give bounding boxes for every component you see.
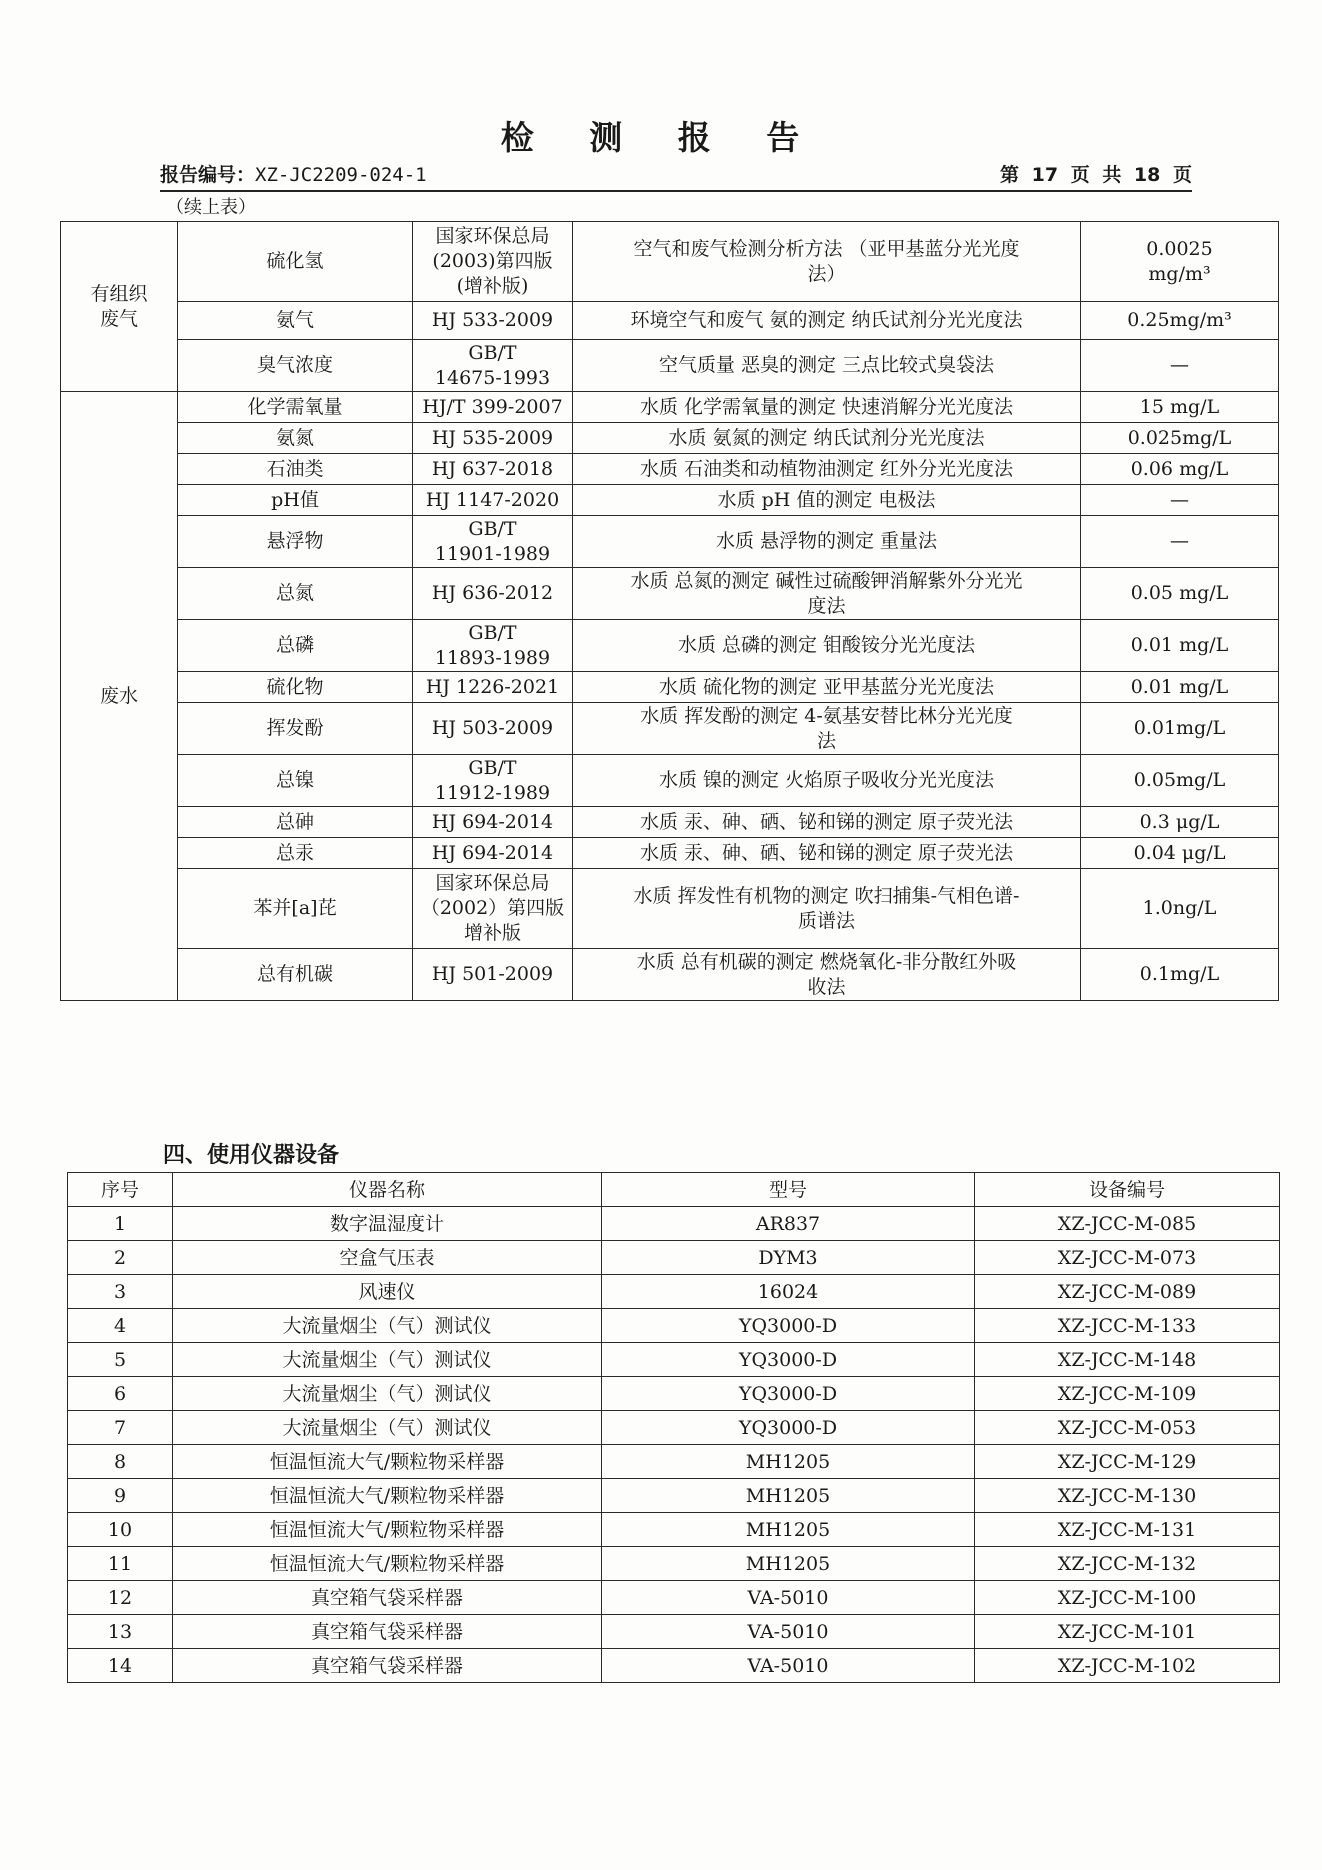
model-cell: 16024 <box>602 1275 975 1309</box>
table-row <box>61 485 1279 516</box>
instrument-name-cell: 真空箱气袋采样器 <box>173 1581 602 1615</box>
standard-code-cell: HJ 694-2014 <box>413 838 573 869</box>
device-id-cell: XZ-JCC-M-129 <box>975 1445 1280 1479</box>
column-header-index: 序号 <box>68 1173 173 1207</box>
instrument-name-cell: 大流量烟尘（气）测试仪 <box>173 1411 602 1445</box>
test-item-cell: 臭气浓度 <box>178 340 413 392</box>
instrument-name-cell: 真空箱气袋采样器 <box>173 1615 602 1649</box>
test-item-cell: 总砷 <box>178 807 413 838</box>
instrument-name-cell: 恒温恒流大气/颗粒物采样器 <box>173 1547 602 1581</box>
index-cell: 3 <box>68 1275 173 1309</box>
index-cell: 7 <box>68 1411 173 1445</box>
model-cell: YQ3000-D <box>602 1411 975 1445</box>
test-method-cell: 水质 总磷的测定 钼酸铵分光光度法 <box>573 620 1081 672</box>
model-cell: MH1205 <box>602 1513 975 1547</box>
index-cell: 4 <box>68 1309 173 1343</box>
detection-limit-cell: 0.05 mg/L <box>1081 568 1279 620</box>
category-cell: 废水 <box>61 392 178 1001</box>
device-id-cell: XZ-JCC-M-085 <box>975 1207 1280 1241</box>
test-method-cell: 空气质量 恶臭的测定 三点比较式臭袋法 <box>573 340 1081 392</box>
detection-limit-cell: 0.1mg/L <box>1081 949 1279 1001</box>
category-cell: 有组织 废气 <box>61 222 178 392</box>
table-row <box>61 454 1279 485</box>
page-title: 检 测 报 告 <box>500 118 822 157</box>
test-item-cell: 氨氮 <box>178 423 413 454</box>
report-number-value: XZ-JC2209-024-1 <box>255 164 427 186</box>
model-cell: VA-5010 <box>602 1615 975 1649</box>
device-id-cell: XZ-JCC-M-101 <box>975 1615 1280 1649</box>
device-id-cell: XZ-JCC-M-073 <box>975 1241 1280 1275</box>
report-number <box>160 160 427 187</box>
standard-code-cell: 国家环保总局 （2002）第四版 增补版 <box>413 869 573 949</box>
standard-code-cell: GB/T 11912-1989 <box>413 755 573 807</box>
standard-code-cell: HJ 1226-2021 <box>413 672 573 703</box>
table-row <box>68 1343 1280 1377</box>
detection-limit-cell: 15 mg/L <box>1081 392 1279 423</box>
detection-limit-cell: 0.025mg/L <box>1081 423 1279 454</box>
test-item-cell: 总汞 <box>178 838 413 869</box>
table-row <box>61 869 1279 949</box>
device-id-cell: XZ-JCC-M-109 <box>975 1377 1280 1411</box>
model-cell: MH1205 <box>602 1445 975 1479</box>
table-row <box>68 1309 1280 1343</box>
test-method-cell: 水质 化学需氧量的测定 快速消解分光光度法 <box>573 392 1081 423</box>
device-id-cell: XZ-JCC-M-089 <box>975 1275 1280 1309</box>
table-row <box>68 1275 1280 1309</box>
detection-limit-cell: 0.3 μg/L <box>1081 807 1279 838</box>
standard-code-cell: HJ 636-2012 <box>413 568 573 620</box>
instrument-name-cell: 恒温恒流大气/颗粒物采样器 <box>173 1513 602 1547</box>
index-cell: 11 <box>68 1547 173 1581</box>
table-row <box>68 1615 1280 1649</box>
test-item-cell: 总磷 <box>178 620 413 672</box>
column-header-device-id: 设备编号 <box>975 1173 1280 1207</box>
index-cell: 9 <box>68 1479 173 1513</box>
standard-code-cell: HJ/T 399-2007 <box>413 392 573 423</box>
index-cell: 12 <box>68 1581 173 1615</box>
detection-limit-cell: 0.04 μg/L <box>1081 838 1279 869</box>
model-cell: YQ3000-D <box>602 1343 975 1377</box>
detection-limit-cell: 0.01mg/L <box>1081 703 1279 755</box>
table-row <box>61 838 1279 869</box>
test-method-cell: 水质 悬浮物的测定 重量法 <box>573 516 1081 568</box>
instrument-name-cell: 大流量烟尘（气）测试仪 <box>173 1377 602 1411</box>
index-cell: 10 <box>68 1513 173 1547</box>
table-row <box>68 1377 1280 1411</box>
device-id-cell: XZ-JCC-M-133 <box>975 1309 1280 1343</box>
table-row <box>68 1411 1280 1445</box>
device-id-cell: XZ-JCC-M-148 <box>975 1343 1280 1377</box>
column-header-model: 型号 <box>602 1173 975 1207</box>
detection-limit-cell: 0.0025 mg/m³ <box>1081 222 1279 302</box>
test-method-cell: 水质 石油类和动植物油测定 红外分光光度法 <box>573 454 1081 485</box>
table-row <box>68 1649 1280 1683</box>
table-row <box>61 392 1279 423</box>
detection-limit-cell: 0.05mg/L <box>1081 755 1279 807</box>
table-row <box>61 302 1279 340</box>
index-cell: 13 <box>68 1615 173 1649</box>
detection-limit-cell: 0.01 mg/L <box>1081 672 1279 703</box>
test-item-cell: 硫化物 <box>178 672 413 703</box>
device-id-cell: XZ-JCC-M-130 <box>975 1479 1280 1513</box>
model-cell: VA-5010 <box>602 1581 975 1615</box>
detection-limit-cell: — <box>1081 516 1279 568</box>
test-method-cell: 环境空气和废气 氨的测定 纳氏试剂分光光度法 <box>573 302 1081 340</box>
model-cell: YQ3000-D <box>602 1309 975 1343</box>
table-row <box>61 620 1279 672</box>
detection-limit-cell: 1.0ng/L <box>1081 869 1279 949</box>
index-cell: 5 <box>68 1343 173 1377</box>
model-cell: MH1205 <box>602 1547 975 1581</box>
equipment-table <box>67 1172 1280 1683</box>
equipment-header-row <box>68 1173 1280 1207</box>
device-id-cell: XZ-JCC-M-053 <box>975 1411 1280 1445</box>
report-header <box>160 160 1192 192</box>
standard-code-cell: HJ 694-2014 <box>413 807 573 838</box>
table-row <box>61 568 1279 620</box>
table-row <box>61 222 1279 302</box>
test-method-cell: 水质 pH 值的测定 电极法 <box>573 485 1081 516</box>
test-item-cell: 总有机碳 <box>178 949 413 1001</box>
test-method-cell: 水质 汞、砷、硒、铋和锑的测定 原子荧光法 <box>573 807 1081 838</box>
test-item-cell: 苯并[a]芘 <box>178 869 413 949</box>
test-item-cell: 悬浮物 <box>178 516 413 568</box>
table-row <box>61 703 1279 755</box>
table-row <box>61 755 1279 807</box>
instrument-name-cell: 真空箱气袋采样器 <box>173 1649 602 1683</box>
standard-code-cell: GB/T 11901-1989 <box>413 516 573 568</box>
test-method-cell: 水质 挥发酚的测定 4-氨基安替比林分光光度 法 <box>573 703 1081 755</box>
table-row <box>61 672 1279 703</box>
equipment-section-heading: 四、使用仪器设备 <box>163 1143 340 1168</box>
table-row <box>61 423 1279 454</box>
model-cell: DYM3 <box>602 1241 975 1275</box>
detection-limit-cell: 0.06 mg/L <box>1081 454 1279 485</box>
standard-code-cell: GB/T 11893-1989 <box>413 620 573 672</box>
table-row <box>68 1207 1280 1241</box>
test-item-cell: 氨气 <box>178 302 413 340</box>
test-method-cell: 空气和废气检测分析方法 （亚甲基蓝分光光度 法） <box>573 222 1081 302</box>
column-header-name: 仪器名称 <box>173 1173 602 1207</box>
test-method-cell: 水质 总氮的测定 碱性过硫酸钾消解紫外分光光 度法 <box>573 568 1081 620</box>
table-row <box>61 516 1279 568</box>
test-method-cell: 水质 汞、砷、硒、铋和锑的测定 原子荧光法 <box>573 838 1081 869</box>
standard-code-cell: HJ 501-2009 <box>413 949 573 1001</box>
table-row <box>61 949 1279 1001</box>
standard-code-cell: HJ 1147-2020 <box>413 485 573 516</box>
model-cell: VA-5010 <box>602 1649 975 1683</box>
device-id-cell: XZ-JCC-M-132 <box>975 1547 1280 1581</box>
test-item-cell: 石油类 <box>178 454 413 485</box>
test-item-cell: 化学需氧量 <box>178 392 413 423</box>
table-row <box>68 1513 1280 1547</box>
detection-limit-cell: 0.01 mg/L <box>1081 620 1279 672</box>
detection-limit-cell: — <box>1081 340 1279 392</box>
table-row <box>61 807 1279 838</box>
test-method-cell: 水质 镍的测定 火焰原子吸收分光光度法 <box>573 755 1081 807</box>
instrument-name-cell: 空盒气压表 <box>173 1241 602 1275</box>
table-row <box>68 1445 1280 1479</box>
table-row <box>68 1479 1280 1513</box>
continued-label: （续上表） <box>166 197 256 218</box>
standard-code-cell: HJ 637-2018 <box>413 454 573 485</box>
instrument-name-cell: 恒温恒流大气/颗粒物采样器 <box>173 1479 602 1513</box>
test-method-cell: 水质 硫化物的测定 亚甲基蓝分光光度法 <box>573 672 1081 703</box>
test-method-cell: 水质 氨氮的测定 纳氏试剂分光光度法 <box>573 423 1081 454</box>
test-item-cell: pH值 <box>178 485 413 516</box>
standard-code-cell: HJ 535-2009 <box>413 423 573 454</box>
instrument-name-cell: 风速仪 <box>173 1275 602 1309</box>
standard-code-cell: 国家环保总局 (2003)第四版 (增补版) <box>413 222 573 302</box>
test-item-cell: 总镍 <box>178 755 413 807</box>
standard-code-cell: HJ 533-2009 <box>413 302 573 340</box>
test-item-cell: 硫化氢 <box>178 222 413 302</box>
device-id-cell: XZ-JCC-M-100 <box>975 1581 1280 1615</box>
report-number-label: 报告编号： <box>160 164 256 186</box>
table-row <box>68 1241 1280 1275</box>
test-item-cell: 总氮 <box>178 568 413 620</box>
page-indicator: 第 17 页 共 18 页 <box>1000 164 1192 186</box>
index-cell: 2 <box>68 1241 173 1275</box>
table-row <box>61 340 1279 392</box>
test-method-cell: 水质 挥发性有机物的测定 吹扫捕集-气相色谱- 质谱法 <box>573 869 1081 949</box>
index-cell: 14 <box>68 1649 173 1683</box>
standard-code-cell: HJ 503-2009 <box>413 703 573 755</box>
instrument-name-cell: 数字温湿度计 <box>173 1207 602 1241</box>
index-cell: 1 <box>68 1207 173 1241</box>
model-cell: MH1205 <box>602 1479 975 1513</box>
detection-limit-cell: — <box>1081 485 1279 516</box>
model-cell: AR837 <box>602 1207 975 1241</box>
test-item-cell: 挥发酚 <box>178 703 413 755</box>
device-id-cell: XZ-JCC-M-102 <box>975 1649 1280 1683</box>
detection-limit-cell: 0.25mg/m³ <box>1081 302 1279 340</box>
instrument-name-cell: 大流量烟尘（气）测试仪 <box>173 1343 602 1377</box>
index-cell: 8 <box>68 1445 173 1479</box>
table-row <box>68 1547 1280 1581</box>
test-method-cell: 水质 总有机碳的测定 燃烧氧化-非分散红外吸 收法 <box>573 949 1081 1001</box>
model-cell: YQ3000-D <box>602 1377 975 1411</box>
device-id-cell: XZ-JCC-M-131 <box>975 1513 1280 1547</box>
instrument-name-cell: 大流量烟尘（气）测试仪 <box>173 1309 602 1343</box>
standard-code-cell: GB/T 14675-1993 <box>413 340 573 392</box>
table-row <box>68 1581 1280 1615</box>
index-cell: 6 <box>68 1377 173 1411</box>
methods-table <box>60 221 1279 1001</box>
instrument-name-cell: 恒温恒流大气/颗粒物采样器 <box>173 1445 602 1479</box>
